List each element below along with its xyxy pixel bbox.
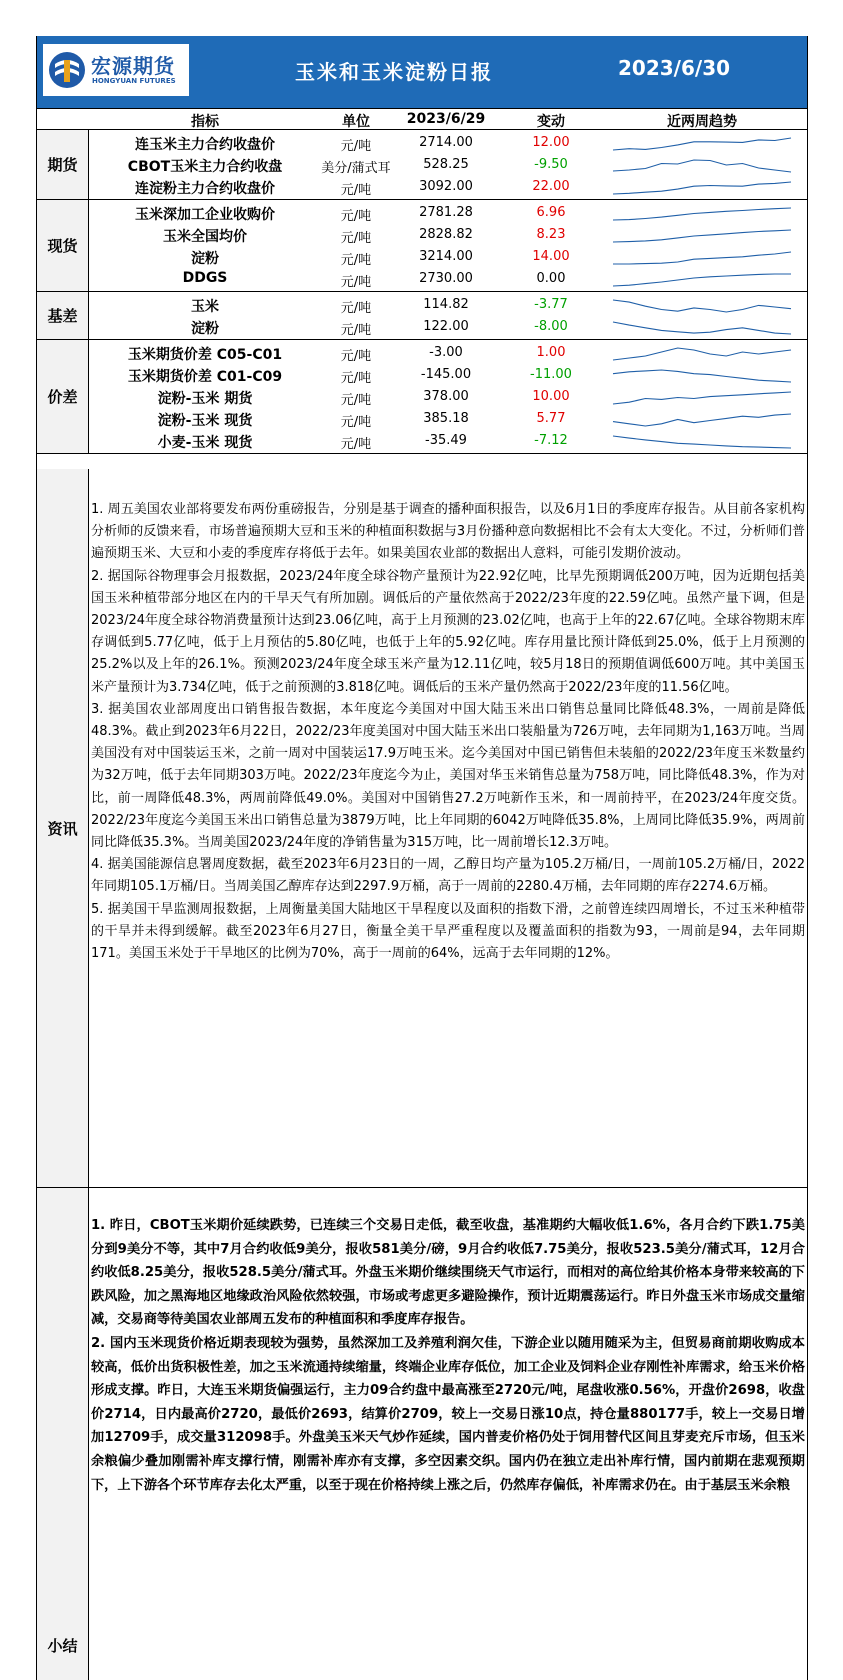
trend-sparkline <box>609 366 795 384</box>
indicator-name: 玉米期货价差 C01-C09 <box>127 369 283 385</box>
group-label: 期货 <box>37 130 89 199</box>
indicator-name: 玉米全国均价 <box>163 229 247 245</box>
summary-section-label: 小结 <box>37 1188 89 1680</box>
indicator-unit: 元/吨 <box>340 301 372 316</box>
indicator-value: 2781.28 <box>419 205 473 220</box>
indicator-group <box>37 200 807 292</box>
report-title: 玉米和玉米淀粉日报 <box>295 60 493 84</box>
indicator-change: -7.12 <box>534 433 568 448</box>
indicator-value: 378.00 <box>423 389 469 404</box>
indicator-name: 连玉米主力合约收盘价 <box>135 137 275 153</box>
indicator-name: 淀粉-玉米 期货 <box>157 391 253 407</box>
trend-sparkline <box>609 156 795 174</box>
news-paragraph: 4. 据美国能源信息署周度数据，截至2023年6月23日的一周，乙醇日均产量为105.2万桶/日，一周前105.2万桶/日，2022年同期105.1万桶/日。当周美国乙醇库存达到2297.9万桶，高于一周前的2280.4万桶，去年同期的库存2274.6万桶。 <box>91 857 805 895</box>
news-section <box>37 469 807 1188</box>
news-section-label: 资讯 <box>37 469 89 1187</box>
logo-chinese-name: 宏源期货 <box>91 54 175 78</box>
news-body <box>89 469 807 1187</box>
indicator-name: DDGS <box>182 270 228 286</box>
report-sheet <box>36 36 808 1680</box>
indicator-value: 385.18 <box>423 411 469 426</box>
trend-line <box>613 414 791 426</box>
indicator-unit: 元/吨 <box>340 393 372 408</box>
trend-line <box>613 300 791 312</box>
indicator-value: -145.00 <box>420 367 472 382</box>
trend-sparkline <box>609 226 795 244</box>
indicator-unit: 元/吨 <box>340 371 372 386</box>
indicator-change: -8.00 <box>534 319 568 334</box>
col-header-trend: 近两周趋势 <box>667 114 737 130</box>
indicator-row <box>89 132 807 154</box>
indicator-row <box>89 294 807 316</box>
indicator-group <box>37 340 807 454</box>
indicator-value: -35.49 <box>425 433 467 448</box>
trend-line <box>613 230 791 242</box>
indicator-name: 玉米期货价差 C05-C01 <box>127 347 283 363</box>
indicator-unit: 元/吨 <box>340 209 372 224</box>
indicator-change: -9.50 <box>534 157 568 172</box>
indicator-change: 10.00 <box>532 389 570 404</box>
trend-sparkline <box>609 178 795 196</box>
trend-sparkline <box>609 270 795 288</box>
trend-line <box>613 370 791 382</box>
indicator-change: -11.00 <box>530 367 572 382</box>
indicator-unit: 元/吨 <box>340 231 372 246</box>
indicator-change: 8.23 <box>536 227 566 242</box>
group-label: 价差 <box>37 340 89 453</box>
indicator-change: 14.00 <box>532 249 570 264</box>
trend-sparkline <box>609 344 795 362</box>
trend-line <box>613 274 791 286</box>
col-header-change: 变动 <box>537 114 565 130</box>
trend-sparkline <box>609 248 795 266</box>
trend-line <box>613 252 791 264</box>
indicator-value: 2730.00 <box>419 271 473 286</box>
company-logo <box>43 44 189 96</box>
indicator-change: 5.77 <box>536 411 566 426</box>
news-paragraph: 2. 据国际谷物理事会月报数据，2023/24年度全球谷物产量预计为22.92亿吨，比早先预期调低200万吨，因为近期包括美国玉米种植带部分地区在内的干旱天气有所加剧。调低后的产量依然高于2022/23年度的22.59亿吨。虽然产量下调，但是2023/24年度全球谷物消费量预计达到23.06亿吨，高于上月预测的23.02亿吨，也高于上年的22.67亿吨。全球谷物期末库存调低到5.77亿吨，低于上月预估的5.80亿吨，也低于上年的5.92亿吨。库存用量比预计降低到25.0%，低于上月预测的25.2%以及上年的26.1%。预测2023/24年度全球玉米产量为12.11亿吨，较5月18日的预期值调低600万吨。其中美国玉米产量预计为3.734亿吨，低于之前预测的3.818亿吨。调低后的玉米产量仍然高于2022/23年度的11.56亿吨。 <box>91 568 805 695</box>
report-header <box>37 36 807 108</box>
indicator-row <box>89 176 807 198</box>
indicator-value: 122.00 <box>423 319 469 334</box>
summary-section <box>37 1188 807 1680</box>
group-label: 基差 <box>37 292 89 339</box>
indicator-change: 22.00 <box>532 179 570 194</box>
news-paragraph: 3. 据美国农业部周度出口销售报告数据，本年度迄今美国对中国大陆玉米出口销售总量同比降低48.3%，一周前是降低48.3%。截止到2023年6月22日，2022/23年度美国对中国大陆玉米出口装船量为726万吨，去年同期为1,163万吨。当周美国没有对中国装运玉米，之前一周对中国装运17.9万吨玉米。迄今美国对中国已销售但未装船的2022/23年度玉米数量约为32万吨，低于去年同期303万吨。2022/23年度迄今为止，美国对华玉米销售总量为758万吨，同比降低48.3%，作为对比，前一周降低48.3%，两周前降低49.0%。美国对中国销售27.2万吨新作玉米，和一周前持平，在2023/24年度交货。2022/23年度迄今美国玉米出口销售总量为3879万吨，比上年同期的6042万吨降低35.8%，上周同比降低35.9%，两周前同比降低35.3%。当周美国2023/24年度的净销售量为315万吨，比一周前增长12.3万吨。 <box>91 701 805 851</box>
indicator-value: 114.82 <box>423 297 469 312</box>
indicator-unit: 元/吨 <box>340 437 372 452</box>
col-header-unit: 单位 <box>342 114 370 130</box>
trend-line <box>613 348 791 360</box>
trend-sparkline <box>609 134 795 152</box>
trend-sparkline <box>609 204 795 222</box>
indicator-group <box>37 130 807 200</box>
trend-sparkline <box>609 410 795 428</box>
indicator-row <box>89 316 807 338</box>
indicator-row <box>89 246 807 268</box>
col-header-indicator: 指标 <box>191 114 219 130</box>
indicator-unit: 元/吨 <box>340 183 372 198</box>
report-date: 2023/6/30 <box>618 56 731 80</box>
news-paragraph: 5. 据美国干旱监测周报数据，上周衡量美国大陆地区干旱程度以及面积的指数下滑，之前曾连续四周增长，不过玉米种植带的干旱并未得到缓解。截至2023年6月27日，衡量全美干旱严重程度以及覆盖面积的指数为93，一周前是94，去年同期171。美国玉米处于干旱地区的比例为70%，高于一周前的64%，远高于去年同期的12%。 <box>91 901 805 962</box>
indicator-name: 连淀粉主力合约收盘价 <box>135 181 275 197</box>
trend-line <box>613 322 791 334</box>
hongyuan-logo-icon <box>47 50 87 90</box>
indicator-row <box>89 408 807 430</box>
summary-paragraph: 2. 国内玉米现货价格近期表现较为强势，虽然深加工及养殖利润欠佳，下游企业以随用随采为主，但贸易商前期收购成本较高，低价出货积极性差，加之玉米流通持续缩量，终端企业库存低位，加工企业及饲料企业存刚性补库需求，给玉米价格形成支撑。昨日，大连玉米期货偏强运行，主力09合约盘中最高涨至2720元/吨，尾盘收涨0.56%，开盘价2698，收盘价2714，日内最高价2720，最低价2693，结算价2709，较上一交易日涨10点，持仓量880177手，较上一交易日增加12709手，成交量312098手。外盘美玉米天气炒作延续，国内普麦价格仍处于饲用替代区间且芽麦充斥市场，但玉米余粮偏少叠加刚需补库支撑行情，刚需补库亦有支撑，多空因素交织。国内仍在独立走出补库行情，国内前期在悲观预期下，上下游各个环节库存去化太严重，以至于现在价格持续上涨之后，仍然库存偏低，补库需求仍在。由于基层玉米余粮 <box>91 1335 805 1493</box>
indicator-row <box>89 268 807 290</box>
indicator-row <box>89 224 807 246</box>
indicator-name: 小麦-玉米 现货 <box>157 435 253 451</box>
indicator-value: 2714.00 <box>419 135 473 150</box>
trend-line <box>613 160 791 172</box>
indicator-unit: 元/吨 <box>340 415 372 430</box>
trend-sparkline <box>609 318 795 336</box>
summary-paragraph: 1. 昨日，CBOT玉米期价延续跌势，已连续三个交易日走低，截至收盘，基准期约大幅收低1.6%，各月合约下跌1.75美分到9美分不等，其中7月合约收低9美分，报收581美分/磅，9月合约收低7.75美分，报收523.5美分/蒲式耳，12月合约收低8.25美分，报收528.5美分/蒲式耳。外盘玉米期价继续围绕天气市运行，而相对的高位给其价格本身带来较高的下跌风险，加之黑海地区地缘政治风险依然较强，市场或考虑更多避险操作，预计近期震荡运行。昨日外盘玉米市场成交量缩减，交易商等待美国农业部周五发布的种植面积和季度库存报告。 <box>91 1218 805 1328</box>
indicator-row <box>89 386 807 408</box>
trend-sparkline <box>609 388 795 406</box>
indicator-change: 0.00 <box>536 271 566 286</box>
indicator-row <box>89 364 807 386</box>
indicator-change: -3.77 <box>534 297 568 312</box>
indicator-change: 12.00 <box>532 135 570 150</box>
indicator-name: 玉米 <box>191 299 219 315</box>
indicator-row <box>89 154 807 176</box>
col-header-date: 2023/6/29 <box>406 111 486 127</box>
trend-line <box>613 182 791 194</box>
trend-line <box>613 138 791 150</box>
summary-body <box>89 1188 807 1680</box>
group-label: 现货 <box>37 200 89 291</box>
indicator-name: 玉米深加工企业收购价 <box>135 207 275 223</box>
indicator-change: 6.96 <box>536 205 566 220</box>
indicator-name: 淀粉 <box>191 321 219 337</box>
news-paragraph: 1. 周五美国农业部将要发布两份重磅报告，分别是基于调查的播种面积报告，以及6月1日的季度库存报告。从目前各家机构分析师的反馈来看，市场普遍预期大豆和玉米的种植面积数据与3月份播种意向数据相比不会有太大变化。不过，分析师们普遍预期玉米、大豆和小麦的季度库存将低于去年。如果美国农业部的数据出人意料，可能引发期价波动。 <box>91 502 805 562</box>
trend-line <box>613 436 791 448</box>
indicator-unit: 美分/蒲式耳 <box>321 161 391 176</box>
indicator-group <box>37 292 807 340</box>
indicator-unit: 元/吨 <box>340 139 372 154</box>
indicator-change: 1.00 <box>536 345 566 360</box>
indicator-unit: 元/吨 <box>340 275 372 290</box>
indicator-row <box>89 430 807 452</box>
indicator-value: 2828.82 <box>419 227 473 242</box>
trend-line <box>613 392 791 404</box>
indicator-name: 淀粉 <box>191 251 219 267</box>
indicator-unit: 元/吨 <box>340 323 372 338</box>
indicator-row <box>89 202 807 224</box>
trend-line <box>613 208 791 220</box>
trend-sparkline <box>609 432 795 450</box>
indicator-unit: 元/吨 <box>340 349 372 364</box>
indicator-value: 3092.00 <box>419 179 473 194</box>
indicator-row <box>89 342 807 364</box>
trend-sparkline <box>609 296 795 314</box>
indicator-value: 3214.00 <box>419 249 473 264</box>
indicator-value: -3.00 <box>429 345 463 360</box>
indicator-name: 淀粉-玉米 现货 <box>157 413 253 429</box>
indicator-value: 528.25 <box>423 157 469 172</box>
table-header-row <box>37 108 807 130</box>
logo-english-name: HONGYUAN FUTURES <box>92 77 176 85</box>
indicator-name: CBOT玉米主力合约收盘 <box>127 159 283 175</box>
indicator-unit: 元/吨 <box>340 253 372 268</box>
